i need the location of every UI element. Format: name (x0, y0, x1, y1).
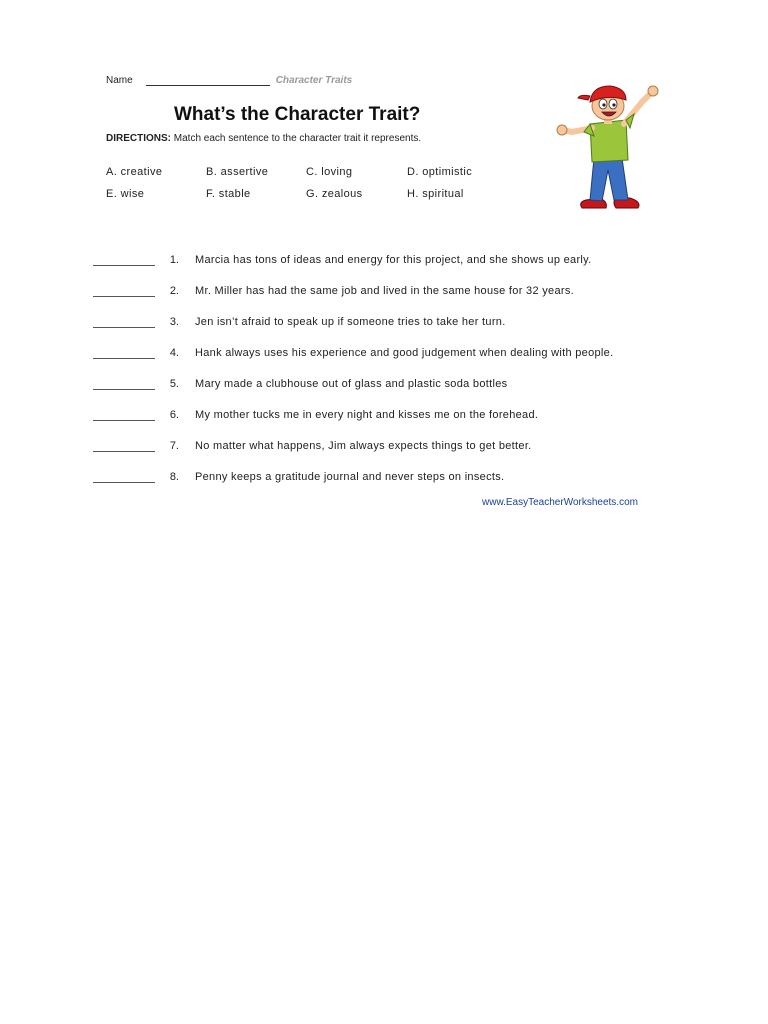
trait-option: G. zealous (306, 188, 363, 200)
topic-tag: Character Traits (275, 75, 353, 86)
question-row (93, 390, 693, 421)
answer-blank[interactable] (93, 406, 155, 421)
name-blank-line (146, 73, 270, 86)
question-text: Mary made a clubhouse out of glass and plastic soda bottles (195, 378, 508, 390)
question-number: 8. (169, 471, 179, 483)
question-row (93, 359, 693, 390)
question-text: My mother tucks me in every night and kisses me on the forehead. (195, 409, 539, 421)
question-text: Hank always uses his experience and good judgement when dealing with people. (195, 347, 614, 359)
answer-blank[interactable] (93, 375, 155, 390)
question-row (93, 421, 693, 452)
question-number: 6. (169, 409, 179, 421)
question-number: 3. (169, 316, 179, 328)
question-number: 7. (169, 440, 179, 452)
answer-blank[interactable] (93, 468, 155, 483)
question-number: 5. (169, 378, 179, 390)
question-row (93, 235, 693, 266)
answer-blank[interactable] (93, 251, 155, 266)
trait-options (106, 166, 526, 200)
name-label: Name (106, 75, 133, 86)
worksheet-title: What’s the Character Trait? (174, 104, 421, 125)
question-text: Mr. Miller has had the same job and lived in the same house for 32 years. (195, 285, 574, 297)
answer-blank[interactable] (93, 313, 155, 328)
question-text: Marcia has tons of ideas and energy for this project, and she shows up early. (195, 254, 592, 266)
directions-label: DIRECTIONS: (106, 133, 171, 144)
website-link[interactable]: www.EasyTeacherWorksheets.com (482, 497, 638, 508)
trait-option: D. optimistic (407, 166, 473, 178)
question-row (93, 266, 693, 297)
name-row (106, 72, 352, 86)
trait-option: H. spiritual (407, 188, 464, 200)
question-number: 4. (169, 347, 179, 359)
question-number: 1. (169, 254, 179, 266)
question-text: Jen isn’t afraid to speak up if someone tries to take her turn. (195, 316, 506, 328)
trait-option: F. stable (206, 188, 251, 200)
trait-option: B. assertive (206, 166, 269, 178)
cartoon-boy-icon (556, 80, 666, 212)
trait-option: E. wise (106, 188, 145, 200)
answer-blank[interactable] (93, 282, 155, 297)
answer-blank[interactable] (93, 344, 155, 359)
question-number: 2. (169, 285, 179, 297)
trait-option: C. loving (306, 166, 353, 178)
question-row (93, 328, 693, 359)
answer-blank[interactable] (93, 437, 155, 452)
question-text: No matter what happens, Jim always expects things to get better. (195, 440, 532, 452)
question-list (93, 235, 693, 483)
question-row (93, 452, 693, 483)
trait-option: A. creative (106, 166, 163, 178)
question-row (93, 297, 693, 328)
directions-text: Match each sentence to the character trait it represents. (173, 133, 422, 144)
directions (106, 133, 421, 144)
question-text: Penny keeps a gratitude journal and never steps on insects. (195, 471, 505, 483)
